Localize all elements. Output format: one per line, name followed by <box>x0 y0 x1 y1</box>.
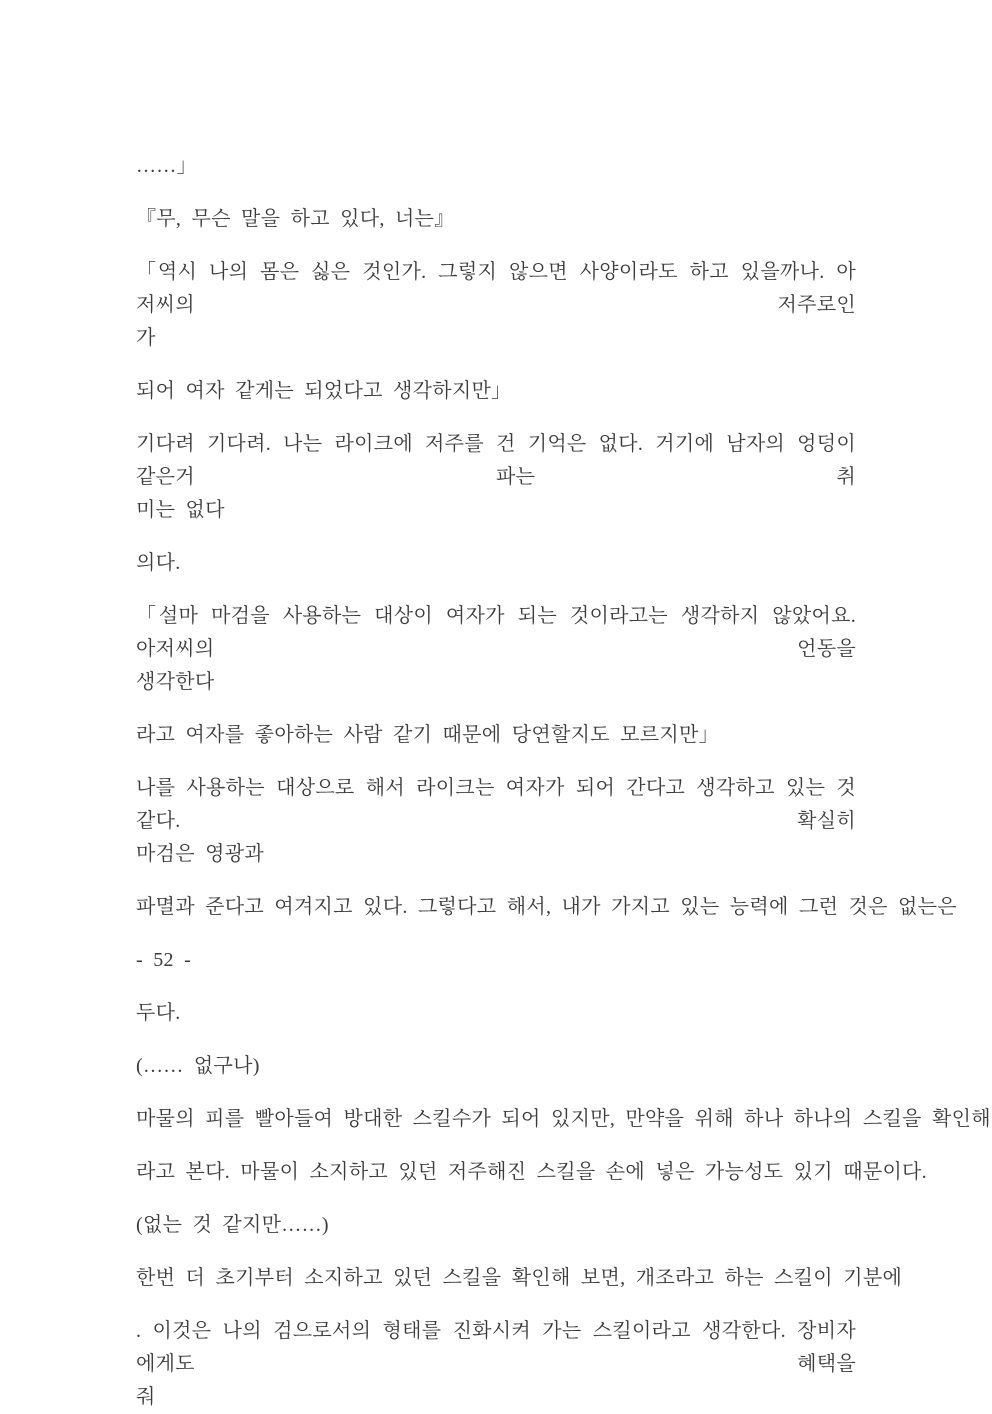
narration <box>136 1103 991 1136</box>
dialogue-double-bracket-line: 『무, 무슨 말을 하고 있다, 너는』 <box>136 208 455 230</box>
dialogue-single-bracket-line: 「설마 마검을 사용하는 대상이 여자가 되는 것이라고는 생각하지 않았어요. 아저씨의 언동을 <box>136 605 856 660</box>
narration-line: 미는 없다 <box>136 499 225 521</box>
dialogue-single-bracket <box>136 256 856 355</box>
dialogue-continuation <box>136 375 856 408</box>
narration <box>136 772 856 871</box>
narration-line: 나를 사용하는 대상으로 해서 라이크는 여자가 되어 간다고 생각하고 있는 것 같다. 확실히 <box>136 777 856 832</box>
narration <box>136 1262 903 1295</box>
dialogue-close-quote <box>136 150 856 183</box>
narration <box>136 547 856 580</box>
inner-thought-line: (없는 것 같지만……) <box>136 1214 329 1236</box>
narration-line: 두다. <box>136 1002 181 1024</box>
narration-line: 마검은 영광과 <box>136 843 265 865</box>
narration-line: 줘 <box>136 1386 156 1408</box>
narration <box>136 1315 856 1414</box>
dialogue-single-bracket <box>136 600 856 699</box>
narration-line: 한번 더 초기부터 소지하고 있던 스킬을 확인해 보면, 개조라고 하는 스킬이 기분에 <box>136 1267 903 1289</box>
page-number <box>136 944 856 977</box>
dialogue-close-quote-line: ……」 <box>136 155 197 177</box>
inner-thought <box>136 1050 856 1083</box>
narration-line: 마물의 피를 빨아들여 방대한 스킬수가 되어 있지만, 만약을 위해 하나 하나의 스킬을 확인해 <box>136 1108 991 1130</box>
dialogue-single-bracket-line: 「역시 나의 몸은 싫은 것인가. 그렇지 않으면 사양이라도 하고 있을까나. 아저씨의 저주로인 <box>136 261 856 316</box>
dialogue-continuation-line: 라고 여자를 좋아하는 사람 같기 때문에 당연할지도 모르지만」 <box>136 724 719 746</box>
inner-thought <box>136 1209 856 1242</box>
narration-line: 파멸과 준다고 여겨지고 있다. 그렇다고 해서, 내가 가지고 있는 능력에 그런 것은 없는은 <box>136 896 957 918</box>
narration-line: 기다려 기다려. 나는 라이크에 저주를 건 기억은 없다. 거기에 남자의 엉덩이 같은거 파는 취 <box>136 433 856 488</box>
dialogue-continuation <box>136 719 856 752</box>
narration <box>136 1156 927 1189</box>
text-body <box>136 150 992 1414</box>
narration-line: 라고 본다. 마물이 소지하고 있던 저주해진 스킬을 손에 넣은 가능성도 있기 때문이다. <box>136 1161 927 1183</box>
narration <box>136 997 856 1030</box>
dialogue-continuation-line: 되어 여자 같게는 되었다고 생각하지만」 <box>136 380 512 402</box>
dialogue-double-bracket <box>136 203 856 236</box>
narration-line: 의다. <box>136 552 181 574</box>
narration <box>136 891 957 924</box>
dialogue-single-bracket-line: 가 <box>136 327 156 349</box>
inner-thought-line: (…… 없구나) <box>136 1055 260 1077</box>
narration-line: . 이것은 나의 검으로서의 형태를 진화시켜 가는 스킬이라고 생각한다. 장비자에게도 혜택을 <box>136 1320 856 1375</box>
narration <box>136 428 856 527</box>
dialogue-single-bracket-line: 생각한다 <box>136 671 215 693</box>
page-number-line: - 52 - <box>136 949 192 971</box>
